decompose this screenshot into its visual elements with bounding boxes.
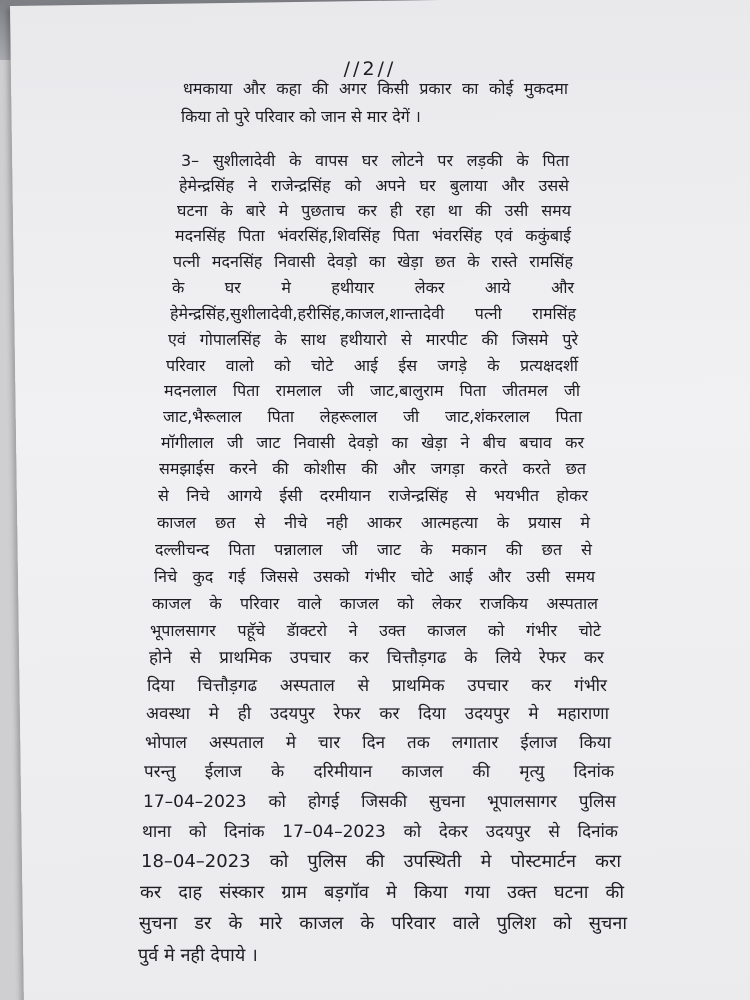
text-line-2: किया तो पुरे परिवार को जान से मार देगें । — [181, 107, 421, 126]
text-line-29: 18–04–2023 को पुलिस की उपस्थिती मे पोस्टमार्टन करा — [141, 851, 621, 872]
text-line-32: पुर्व मे नही देपाये । — [138, 945, 258, 966]
text-line-13: जाट,भैरूलाल पिता लेहरूलाल जी जाट,शंकरलाल पिता — [163, 407, 582, 426]
text-line-10: एवं गोपालसिंह के साथ हथीयारो से मारपीट की जिसमे पुरे — [168, 330, 578, 349]
text-line-26: परन्तु ईलाज के दरिमीयान काजल की मृत्यु दिनांक — [144, 762, 614, 782]
text-line-23: दिया चित्तौड़गढ अस्पताल से प्राथमिक उपचार कर गंभीर — [147, 676, 607, 696]
text-line-24: अवस्था मे ही उदयपुर रेफर कर दिया उदयपुर मे महाराणा — [146, 704, 609, 724]
text-line-28: थाना को दिनांक 17–04–2023 को देकर उदयपुर से दिनांक — [142, 822, 618, 842]
text-line-1: धमकाया और कहा की अगर किसी प्रकार का कोई मुकदमा — [183, 79, 568, 98]
text-line-14: मॉगीलाल जी जाट निवासी देवड़ो का खेड़ा ने बीच बचाव कर — [161, 433, 584, 452]
text-line-9: हेमेन्द्रसिंह,सुशीलादेवी,हरीसिंह,काजल,शान्तादेवी पत्नी रामसिंह — [170, 304, 576, 323]
text-line-18: दल्लीचन्द पिता पन्नालाल जी जाट के मकान की छत से — [155, 540, 592, 559]
text-line-8: के घर मे हथीयार लेकर आये और — [172, 278, 574, 297]
text-line-11: परिवार वालो को चोटे आई ईस जगड़े के प्रत्यक्षदर्शी — [166, 356, 578, 375]
text-line-12: मदनलाल पिता रामलाल जी जाट,बालुराम पिता जीतमल जी — [164, 381, 580, 400]
text-line-4: हेमेन्द्रसिंह ने राजेन्द्रसिंह को अपने घर बुलाया और उससे — [179, 176, 569, 195]
text-line-21: भूपालसागर पहूॅचे डॅाक्टरो ने उक्त काजल को गंभीर चोटे — [150, 621, 601, 640]
text-line-6: मदनसिंह पिता भंवरसिंह,शिवसिंह पिता भंवरसिंह एवं ककुंबाई — [175, 226, 571, 245]
text-line-5: घटना के बारे मे पुछताच कर ही रहा था की उसी समय — [177, 201, 571, 220]
text-line-15: समझाईस करने की कोशीस की और जगड़ा करते करते छत — [159, 459, 586, 478]
text-line-31: सुचना डर के मारे काजल के परिवार वाले पुलिश को सुचना — [139, 913, 627, 934]
text-line-3: 3– सुशीलादेवी के वापस घर लोटने पर लड़की के पिता — [181, 151, 569, 170]
text-line-16: से निचे आगये ईसी दरमीयान राजेन्द्रसिंह से भयभीत होकर — [158, 486, 588, 505]
text-line-25: भोपाल अस्पताल मे चार दिन तक लगातार ईलाज किया — [145, 733, 611, 753]
text-line-22: होने से प्राथमिक उपचार कर चित्तौड़गढ के लिये रेफर कर — [149, 648, 604, 668]
text-line-17: काजल छत से नीचे नही आकर आत्महत्या के प्रयास मे — [157, 513, 590, 532]
text-line-27: 17–04–2023 को होगई जिसकी सुचना भूपालसागर पुलिस — [143, 792, 616, 812]
page-number-marker: //2// — [343, 58, 397, 80]
text-line-30: कर दाह संस्कार ग्राम बड़गॉव मे किया गया उक्त घटना की — [140, 882, 624, 903]
text-line-20: काजल के परिवार वाले काजल को लेकर राजकिय अस्पताल — [152, 594, 598, 613]
text-line-7: पत्नी मदनसिंह निवासी देवड़ो का खेड़ा छत के रास्ते रामसिंह — [173, 252, 573, 271]
text-line-19: निचे कुद गई जिससे उसको गंभीर चोटे आई और उसी समय — [154, 567, 595, 586]
